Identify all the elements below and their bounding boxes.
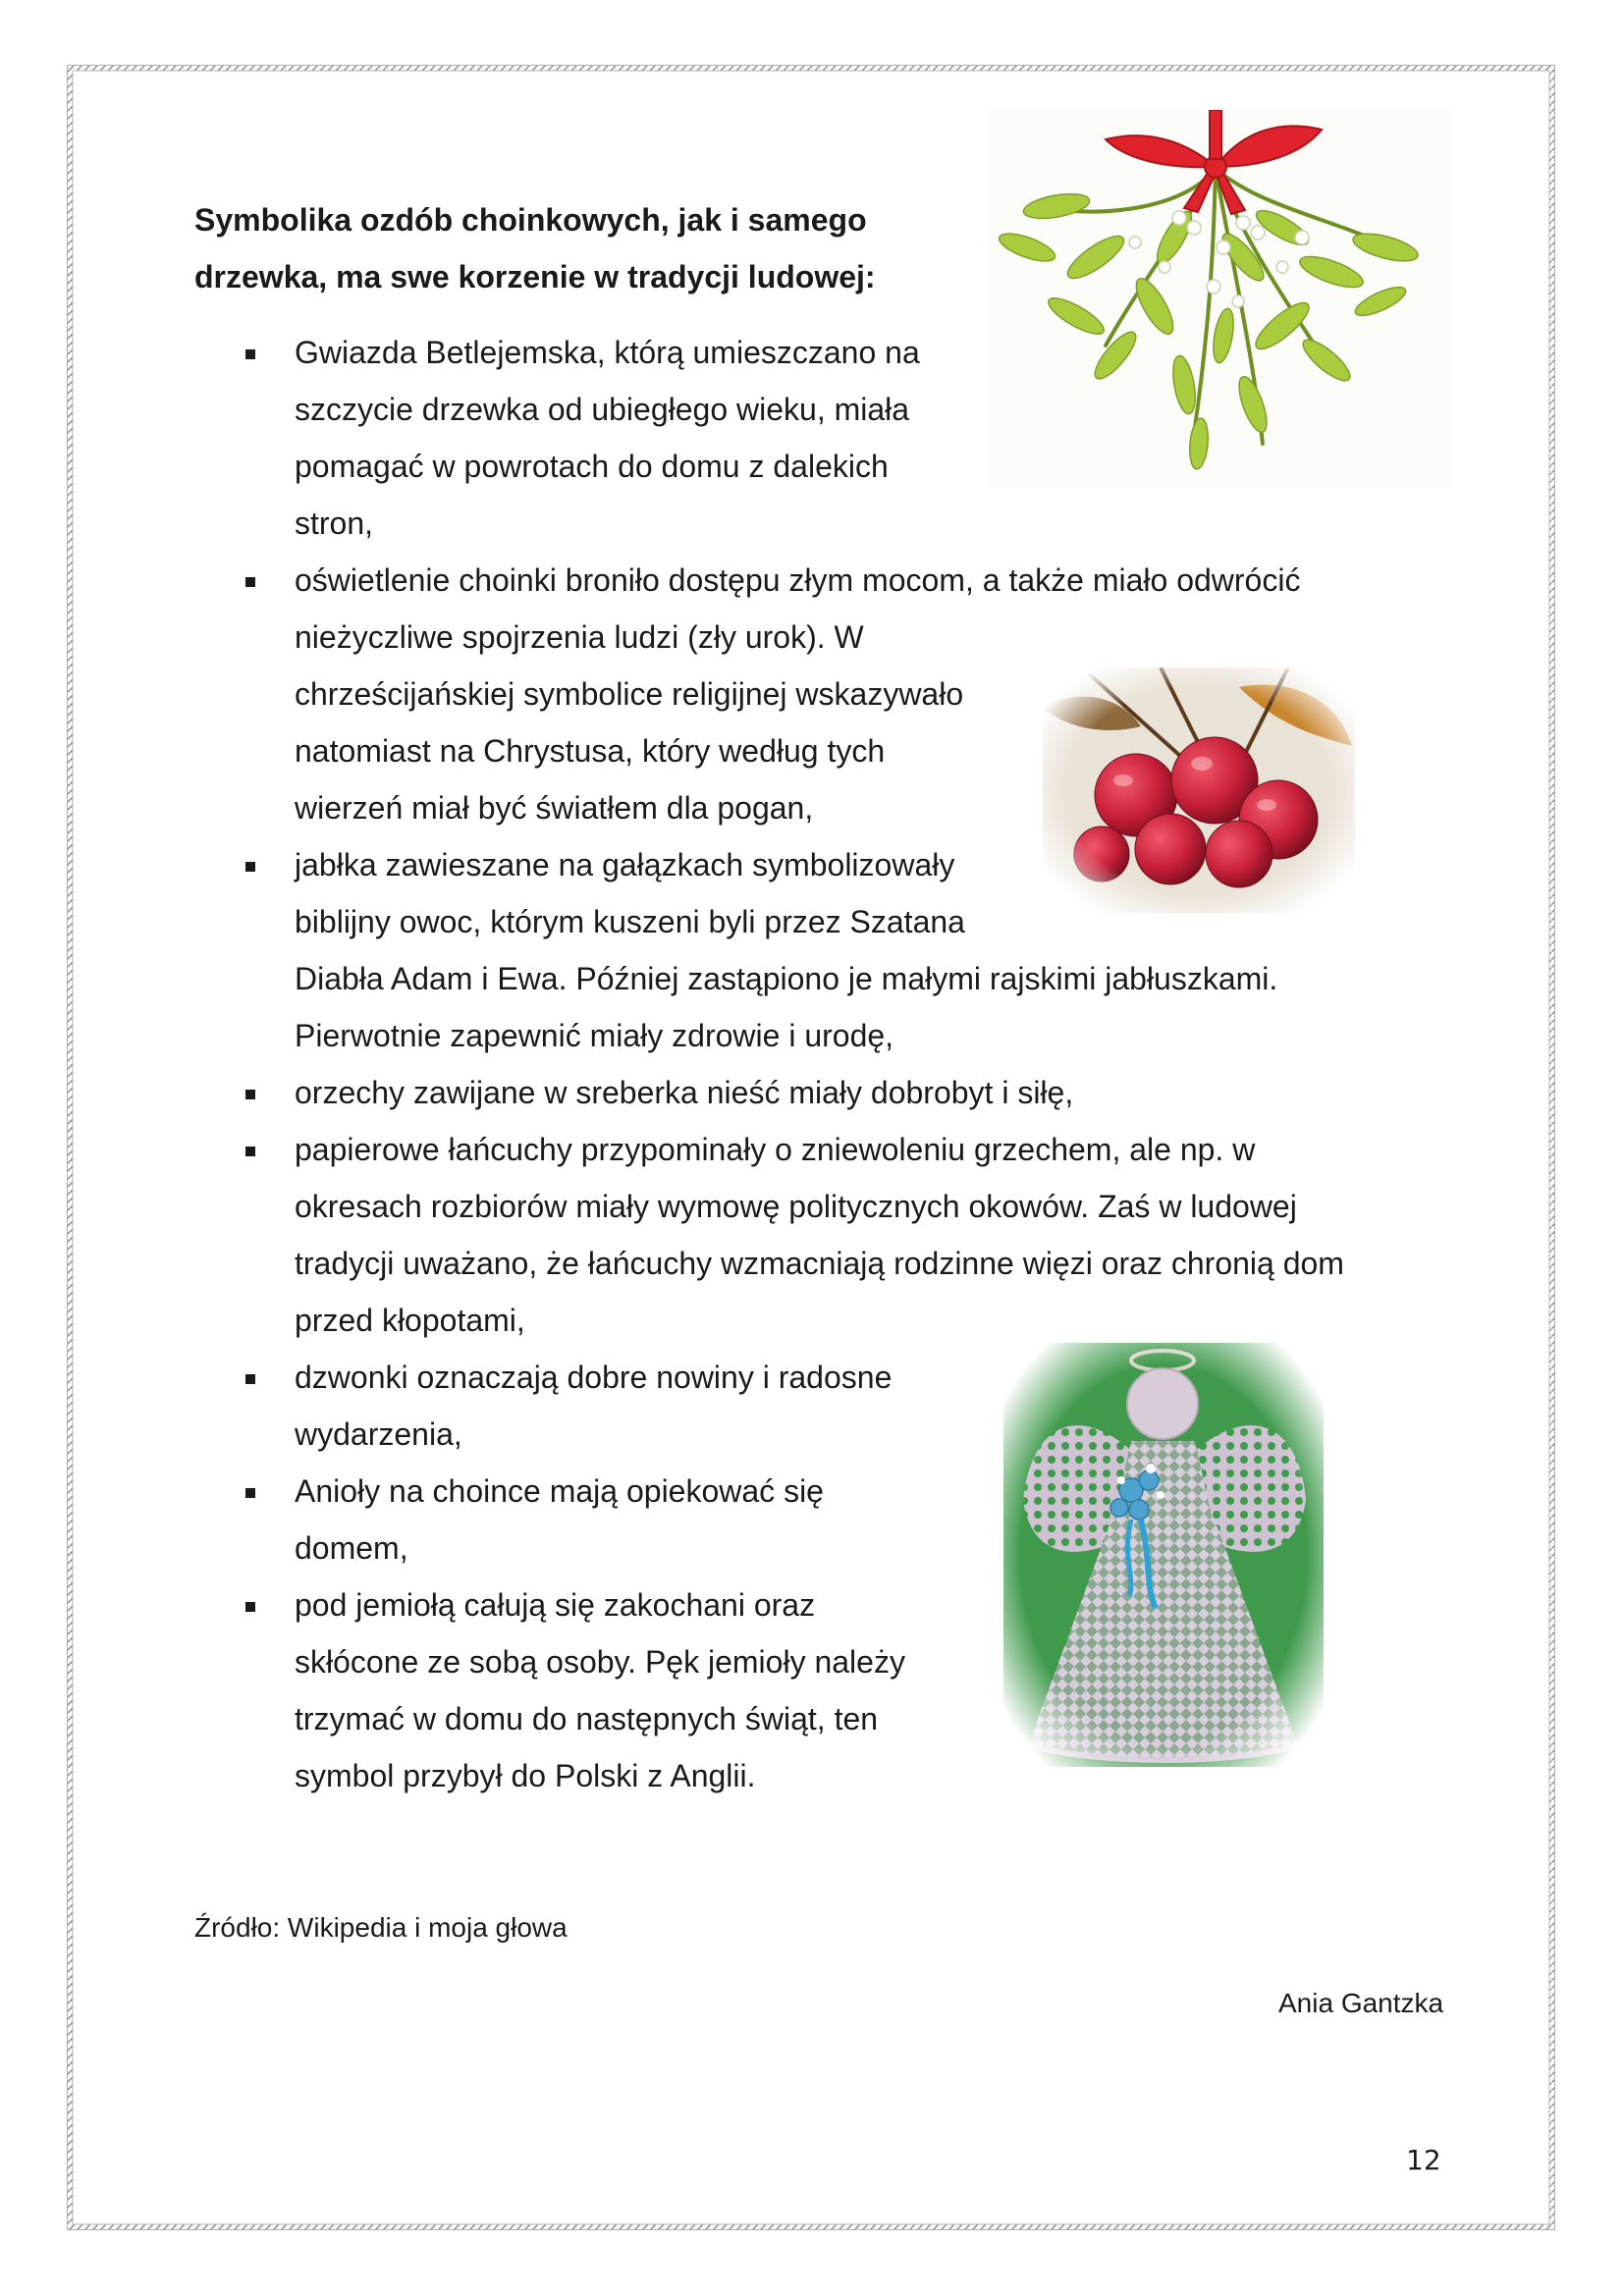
list-item-text: pod jemiołą całują się zakochani oraz — [295, 1587, 816, 1623]
list-item-text: jabłka zawieszane na gałązkach symbolizowały — [295, 847, 955, 882]
list-item-text: Gwiazda Betlejemska, którą umieszczano na — [295, 335, 920, 370]
list-item-text: Anioły na choince mają opiekować się — [295, 1473, 824, 1509]
list-item — [245, 1064, 1344, 1121]
source-note: Źródło: Wikipedia i moja głowa — [194, 1912, 568, 1943]
list-item-text: biblijny owoc, którym kuszeni byli przez Szatana — [295, 904, 965, 939]
square-bullet-icon — [245, 349, 255, 359]
square-bullet-icon — [245, 1147, 255, 1156]
list-item-text: orzechy zawijane w sreberka nieść miały dobrobyt i siłę, — [295, 1075, 1074, 1110]
page-number: 12 — [1406, 2144, 1441, 2176]
list-item-text: okresach rozbiorów miały wymowę politycznych okowów. Zaś w ludowej — [295, 1189, 1297, 1224]
author-name: Ania Gantzka — [1278, 1988, 1444, 2018]
section-heading — [194, 191, 960, 305]
list-item-text: nieżyczliwe spojrzenia ludzi (zły urok). W — [295, 619, 864, 655]
square-bullet-icon — [245, 1374, 255, 1384]
list-item-text: szczycie drzewka od ubiegłego wieku, miała — [295, 392, 910, 427]
list-item — [245, 1121, 1344, 1349]
mistletoe-image — [988, 110, 1453, 487]
list-item-text: wydarzenia, — [295, 1416, 462, 1452]
list-item-text: papierowe łańcuchy przypominały o zniewoleniu grzechem, ale np. w — [295, 1132, 1256, 1167]
list-item-text: domem, — [295, 1530, 408, 1566]
square-bullet-icon — [245, 577, 255, 587]
list-item-text: wierzeń miał być światłem dla pogan, — [295, 790, 814, 826]
square-bullet-icon — [245, 1488, 255, 1498]
square-bullet-icon — [245, 1602, 255, 1612]
list-item-text: Pierwotnie zapewnić miały zdrowie i urodę, — [295, 1018, 894, 1053]
list-item-text: chrześcijańskiej symbolice religijnej wskazywało — [295, 676, 964, 712]
crochet-angel-image — [1003, 1343, 1324, 1767]
list-item-text: przed kłopotami, — [295, 1303, 525, 1338]
square-bullet-icon — [245, 862, 255, 872]
list-item-text: natomiast na Chrystusa, który według tych — [295, 733, 886, 769]
list-item-text: pomagać w powrotach do domu z dalekich — [295, 449, 889, 484]
list-item-text: tradycji uważano, że łańcuchy wzmacniają rodzinne więzi oraz chronią dom — [295, 1246, 1344, 1281]
list-item-text: skłócone ze sobą osoby. Pęk jemioły należy — [295, 1644, 905, 1680]
list-item-text: dzwonki oznaczają dobre nowiny i radosne — [295, 1360, 893, 1395]
square-bullet-icon — [245, 1090, 255, 1099]
list-item-text: Diabła Adam i Ewa. Później zastąpiono je małymi rajskimi jabłuszkami. — [295, 961, 1278, 996]
list-item-text: trzymać w domu do następnych świąt, ten — [295, 1701, 879, 1736]
list-item-text: oświetlenie choinki broniło dostępu złym mocom, a także miało odwrócić — [295, 562, 1301, 598]
list-item-text: stron, — [295, 506, 374, 541]
red-apples-image — [1043, 667, 1355, 913]
heading-line: Symbolika ozdób choinkowych, jak i samego — [194, 202, 867, 238]
list-item-text: symbol przybył do Polski z Anglii. — [295, 1758, 756, 1793]
heading-line: drzewka, ma swe korzenie w tradycji ludowej: — [194, 259, 876, 294]
